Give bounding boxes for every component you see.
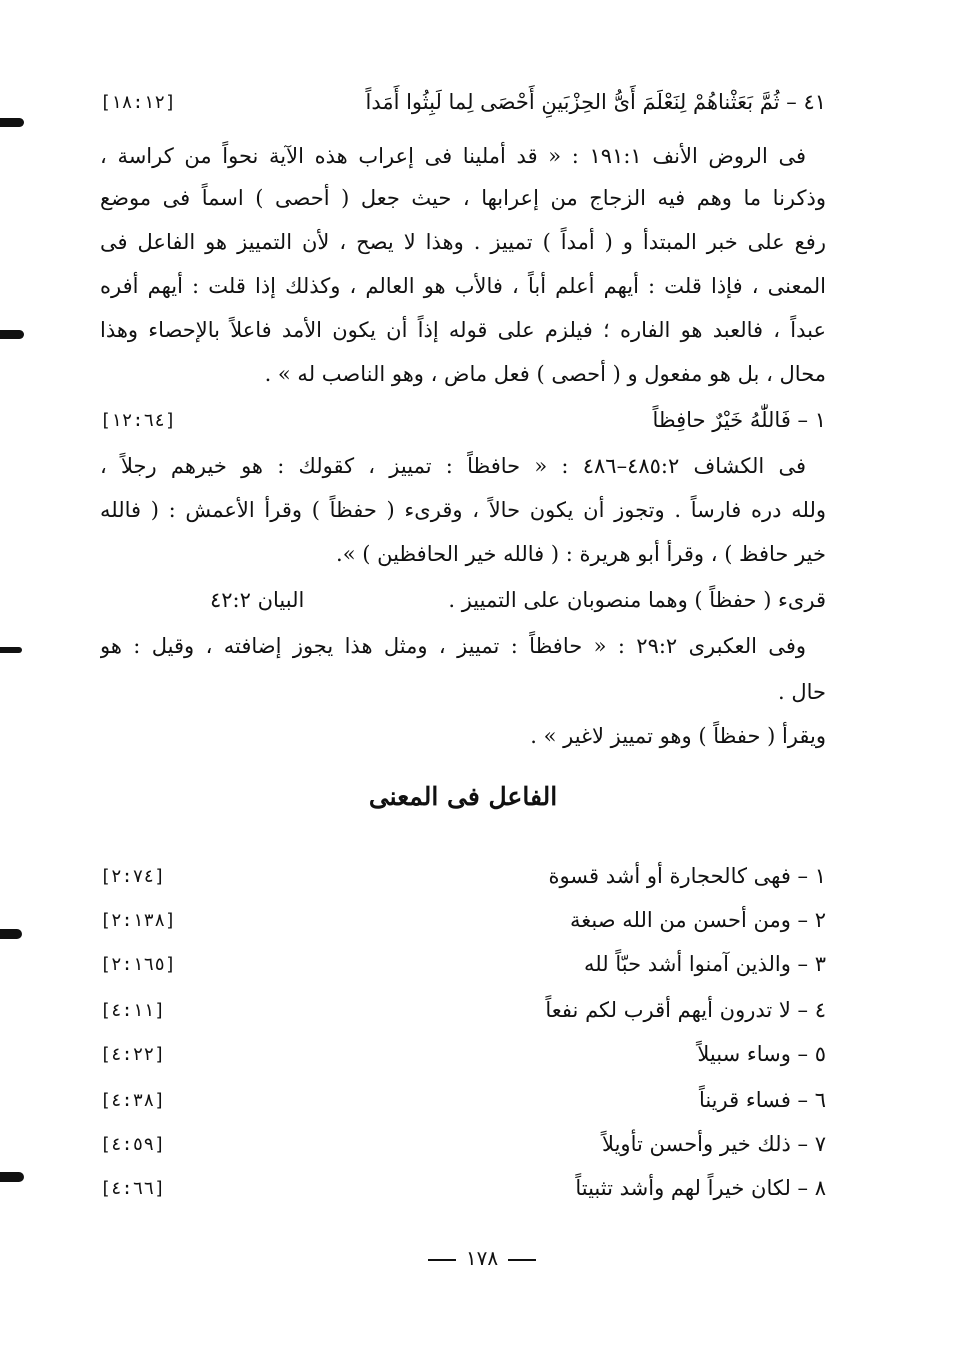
- paragraph-line: عبداً ، فالعبد هو الفاره ؛ فيلزم على قوله إذاً أن يكون الأمد فاعلاً بالإحصاء وهذا: [100, 318, 826, 342]
- verse-reference: [١٢:٦٤]: [100, 409, 176, 431]
- paragraph-line: المعنى ، فإذا قلت : أيهم أعلم أباً ، فالأب هو العالم ، وكذلك إذا قلت : أيهم أفره: [100, 274, 826, 298]
- citation-line: [100, 580, 826, 620]
- paragraph-line: خير حافظ ) ، وقرأ أبو هريرة : ( فالله خير الحافظين ) ».: [336, 542, 826, 566]
- list-item: [100, 944, 826, 984]
- list-item: [100, 900, 826, 940]
- list-item-text: ٤ – لا تدرون أيهم أقرب لكم نفعاً: [545, 998, 826, 1022]
- citation-source: البيان ٤٢:٢: [210, 588, 305, 612]
- list-item: [100, 1080, 826, 1120]
- list-item-text: ٨ – لكان خيراً لهم وأشد تثبيتاً: [575, 1176, 826, 1200]
- list-item: [100, 856, 826, 896]
- paragraph-line: ولله دره فارساً . وتجوز أن يكون حالاً ، وقرىء ( حفظاً ) وقرأ الأعمش : ( فالله: [100, 498, 826, 522]
- verse-text: ١ – فَاللّٰهُ خَيْرٌ حافِظاً: [652, 408, 826, 432]
- section-heading: الفاعل فى المعنى: [368, 782, 558, 811]
- list-item-text: ٣ – والذين آمنوا أشد حبّاً لله: [584, 952, 826, 976]
- list-item-reference: [٢:١٦٥]: [100, 953, 176, 975]
- list-item-text: ٥ – وساء سبيلاً: [697, 1042, 826, 1066]
- page-footer: [0, 1246, 964, 1270]
- list-item: [100, 1168, 826, 1208]
- verse-entry: [100, 400, 826, 440]
- scan-mark: [0, 330, 24, 339]
- list-item-text: ٦ – فساء قريناً: [698, 1088, 826, 1112]
- paragraph-line: محال ، بل هو مفعول و ( أحصى ) فعل ماض ، وهو الناصب له » .: [264, 362, 826, 386]
- list-item-reference: [٤:١١]: [100, 999, 166, 1021]
- list-item: [100, 990, 826, 1030]
- scan-mark: [0, 929, 22, 939]
- scan-mark: [0, 118, 24, 127]
- dash-ornament: [508, 1259, 536, 1261]
- list-item: [100, 1124, 826, 1164]
- list-item-text: ١ – فهى كالحجارة أو أشد قسوة: [548, 864, 826, 888]
- list-item-reference: [٤:٦٦]: [100, 1177, 166, 1199]
- verse-entry: [100, 82, 826, 122]
- list-item-text: ٧ – ذلك خير وأحسن تأويلاً: [602, 1132, 826, 1156]
- list-item: [100, 1034, 826, 1074]
- paragraph-line: وذكرنا ما وهم فيه الزجاج من إعرابها ، حيث جعل ( أحصى ) اسماً فى موضع: [100, 186, 826, 210]
- paragraph-line: فى الكشاف ٤٨٥:٢–٤٨٦ : « حافظاً : تمييز ، كقولك : هو خيرهم رجلاً ،: [100, 454, 806, 478]
- scan-mark: [0, 1172, 24, 1182]
- paragraph-line: رفع على خبر المبتدأ و ( أمداً ) تمييز . وهذا لا يصح ، لأن التمييز هو الفاعل فى: [100, 230, 826, 254]
- paragraph-line: ويقرأ ( حفظاً ) وهو تمييز لاغير » .: [530, 724, 826, 748]
- list-item-reference: [٤:٢٢]: [100, 1043, 166, 1065]
- list-item-reference: [٢:١٣٨]: [100, 909, 176, 931]
- list-item-reference: [٤:٣٨]: [100, 1089, 166, 1111]
- citation-text: قرىء ( حفظاً ) وهما منصوبان على التمييز .: [448, 588, 826, 612]
- list-item-reference: [٤:٥٩]: [100, 1133, 166, 1155]
- scan-mark: [0, 647, 22, 653]
- paragraph-line: وفى العكبرى ٢٩:٢ : « حافظاً : تمييز ، ومثل هذا يجوز إضافته ، وقيل : هو: [100, 634, 806, 658]
- paragraph-line: حال .: [778, 680, 826, 704]
- list-item-reference: [٢:٧٤]: [100, 865, 166, 887]
- dash-ornament: [428, 1259, 456, 1261]
- verse-text: ٤١ – ثُمَّ بَعَثْناهُمْ لِنَعْلَمَ أَىُّ الحِزْبَينِ أَحْصَى لِما لَبِثُوا أَمَداً: [365, 90, 826, 114]
- verse-reference: [١٨:١٢]: [100, 91, 176, 113]
- page-number: ١٧٨: [465, 1246, 499, 1270]
- list-item-text: ٢ – ومن أحسن من الله صبغة: [570, 908, 826, 932]
- paragraph-line: فى الروض الأنف ١٩١:١ : « قد أملينا فى إعراب هذه الآية نحواً من كراسة ،: [100, 144, 806, 168]
